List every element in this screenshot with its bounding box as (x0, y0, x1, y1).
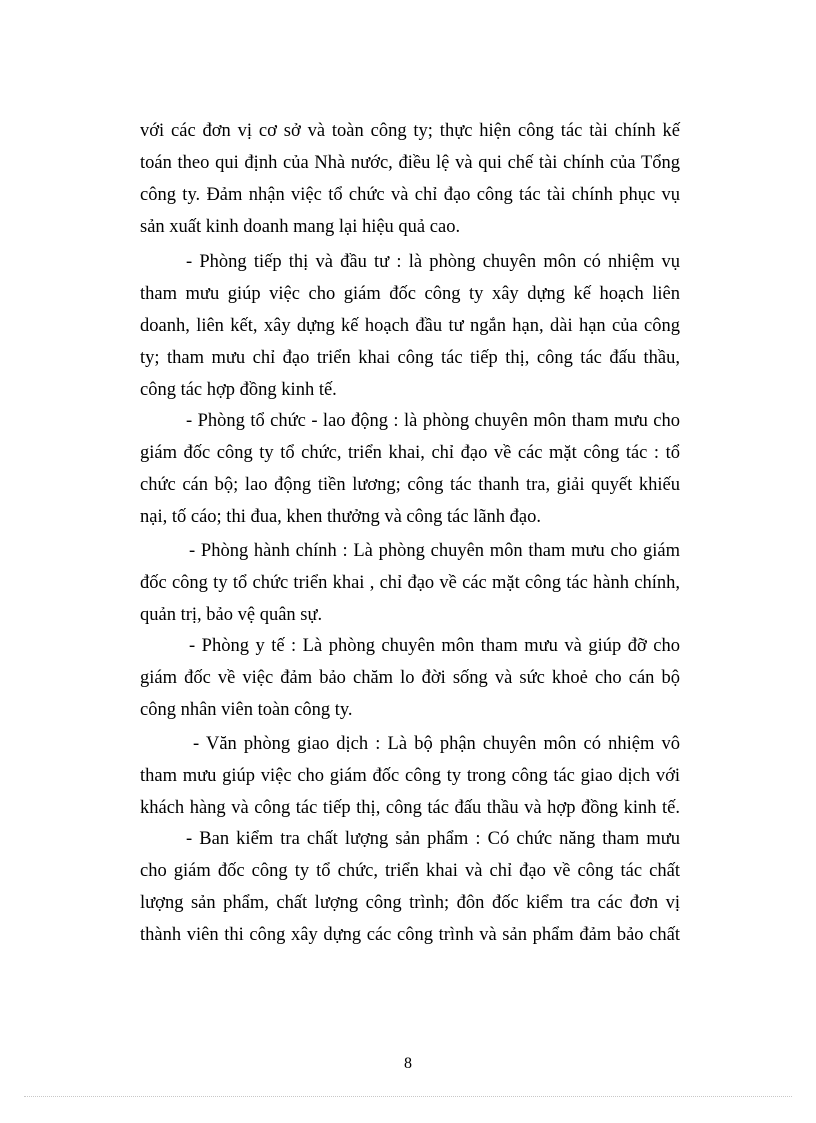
text-line: cho giám đốc công ty tổ chức, triển khai và chỉ đạo về công tác chất (140, 861, 680, 881)
text-line: giám đốc công ty tổ chức, triển khai, chỉ đạo về các mặt công tác : tổ (140, 443, 680, 463)
text-line: ty; tham mưu chỉ đạo triển khai công tác tiếp thị, công tác đấu thầu, (140, 348, 680, 368)
text-line: công nhân viên toàn công ty. (140, 700, 353, 720)
paragraph-lead-line: - Phòng tiếp thị và đầu tư : là phòng chuyên môn có nhiệm vụ (186, 252, 680, 272)
text-line: tham mưu giúp việc cho giám đốc công ty trong công tác giao dịch với (140, 766, 680, 786)
text-line: nại, tố cáo; thi đua, khen thưởng và công tác lãnh đạo. (140, 507, 542, 527)
text-line: khách hàng và công tác tiếp thị, công tác đấu thầu và hợp đồng kinh tế. (140, 798, 680, 818)
text-line: doanh, liên kết, xây dựng kế hoạch đầu tư ngắn hạn, dài hạn của công (140, 316, 680, 336)
text-line: đốc công ty tổ chức triển khai , chỉ đạo về các mặt công tác hành chính, (140, 573, 680, 593)
paragraph-lead-line: - Phòng tổ chức - lao động : là phòng chuyên môn tham mưu cho (186, 411, 680, 431)
paragraph-lead-line: - Văn phòng giao dịch : Là bộ phận chuyên môn có nhiệm vô (193, 734, 680, 754)
text-line: công ty. Đảm nhận việc tổ chức và chỉ đạo công tác tài chính phục vụ (140, 185, 680, 205)
paragraph-lead-line: - Ban kiểm tra chất lượng sản phẩm : Có chức năng tham mưu (186, 829, 680, 849)
text-line: thành viên thi công xây dựng các công trình và sản phẩm đảm bảo chất (140, 925, 680, 945)
text-line: giám đốc về việc đảm bảo chăm lo đời sống và sức khoẻ cho cán bộ (140, 668, 680, 688)
text-line: công tác hợp đồng kinh tế. (140, 380, 337, 400)
text-line: lượng sản phẩm, chất lượng công trình; đôn đốc kiểm tra các đơn vị (140, 893, 680, 913)
text-line: chức cán bộ; lao động tiền lương; công tác thanh tra, giải quyết khiếu (140, 475, 680, 495)
paragraph-lead-line: - Phòng y tế : Là phòng chuyên môn tham mưu và giúp đỡ cho (189, 636, 680, 656)
text-line: tham mưu giúp việc cho giám đốc công ty xây dựng kế hoạch liên (140, 284, 680, 304)
text-line: toán theo qui định của Nhà nước, điều lệ và qui chế tài chính của Tổng (140, 153, 680, 173)
text-line: quản trị, bảo vệ quân sự. (140, 605, 323, 625)
text-line: với các đơn vị cơ sở và toàn công ty; thực hiện công tác tài chính kế (140, 121, 680, 141)
page-bottom-border (24, 1096, 792, 1097)
page-number: 8 (404, 1055, 412, 1072)
paragraph-lead-line: - Phòng hành chính : Là phòng chuyên môn tham mưu cho giám (189, 541, 680, 561)
text-line: sản xuất kinh doanh mang lại hiệu quả cao. (140, 217, 461, 237)
